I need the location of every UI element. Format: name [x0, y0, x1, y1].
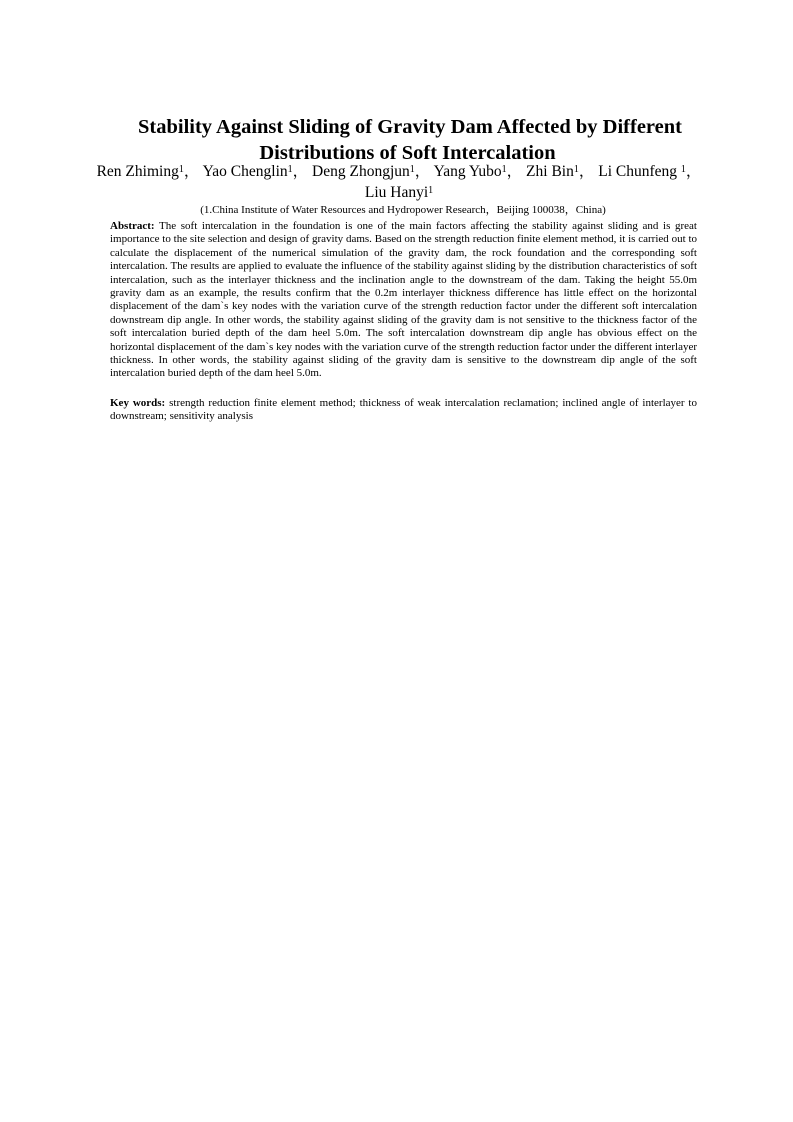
author-separator: ，	[292, 163, 309, 180]
author-affiliation-mark: 1	[573, 164, 579, 175]
author-affiliation-mark: 1	[178, 164, 184, 175]
paper-title	[100, 114, 715, 166]
author	[97, 163, 200, 180]
author-name: Ren Zhiming	[96, 163, 179, 180]
author	[203, 163, 309, 180]
author	[312, 163, 430, 180]
keywords-text: strength reduction finite element method; thickness of weak intercalation reclamation; inclined angle of interlayer to downstream; sensitivity analysis	[110, 397, 697, 423]
abstract-text: The soft intercalation in the foundation is one of the main factors affecting the stability against sliding and is great importance to the site selection and design of gravity dams. Based on the strength reduction finite element method, it is carried out to calculate the displacement of the numerical simulation of the gravity dam, the rock foundation and the corresponding soft intercalation. The results are applied to evaluate the influence of the stability against sliding by the distribution characteristics of soft intercalation, such as the interlayer thickness and the inclination angle to the downstream of the dam. Taking the height 55.0m gravity dam as an example, the results confirm that the 0.2m interlayer thickness difference has little effect on the horizontal displacement of the dam`s key nodes with the variation curve of the strength reduction factor under the different soft intercalation downstream dip angle. In other words, the stability against sliding of the gravity dam is not sensitive to the thickness factor of the soft intercalation buried depth of the dam heel 5.0m. The soft intercalation downstream dip angle has obvious effect on the horizontal displacement of the dam`s key nodes with the variation curve of the strength reduction factor under the different interlayer thickness. In other words, the stability against sliding of the gravity dam is sensitive to the downstream dip angle of the soft intercalation buried depth of the dam heel 5.0m.	[110, 220, 697, 380]
keywords	[110, 397, 697, 424]
abstract-label: Abstract:	[110, 220, 155, 232]
author-separator: ，	[183, 163, 200, 180]
paper-title-line-1: Stability Against Sliding of Gravity Dam Affected by Different	[138, 116, 682, 138]
author-name: Yang Yubo	[433, 163, 502, 180]
author-affiliation-mark: 1	[409, 164, 415, 175]
author	[526, 163, 594, 180]
author-name: Zhi Bin	[526, 163, 574, 180]
keywords-label: Key words:	[110, 397, 166, 409]
author	[598, 163, 701, 180]
author-affiliation: (1.China Institute of Water Resources and Hydropower Research，Beijing 100038，China)	[200, 204, 606, 216]
author-affiliation-mark: 1	[680, 164, 686, 175]
author	[365, 184, 433, 201]
author-name: Yao Chenglin	[202, 163, 288, 180]
author-affiliation-mark: 1	[428, 185, 434, 196]
author-separator: ，	[506, 163, 523, 180]
author-list	[88, 161, 710, 203]
author-name: Deng Zhongjun	[312, 163, 410, 180]
author-separator: ，	[685, 163, 702, 180]
abstract	[110, 220, 697, 381]
paper-title-line-2: Distributions of Soft Intercalation	[259, 142, 556, 164]
author-name: Li Chunfeng	[598, 163, 681, 180]
author	[434, 163, 523, 180]
author-affiliation-mark: 1	[287, 164, 293, 175]
author-affiliation-mark: 1	[501, 164, 507, 175]
author-separator: ，	[414, 163, 431, 180]
author-name: Liu Hanyi	[364, 184, 429, 201]
author-separator: ，	[578, 163, 595, 180]
